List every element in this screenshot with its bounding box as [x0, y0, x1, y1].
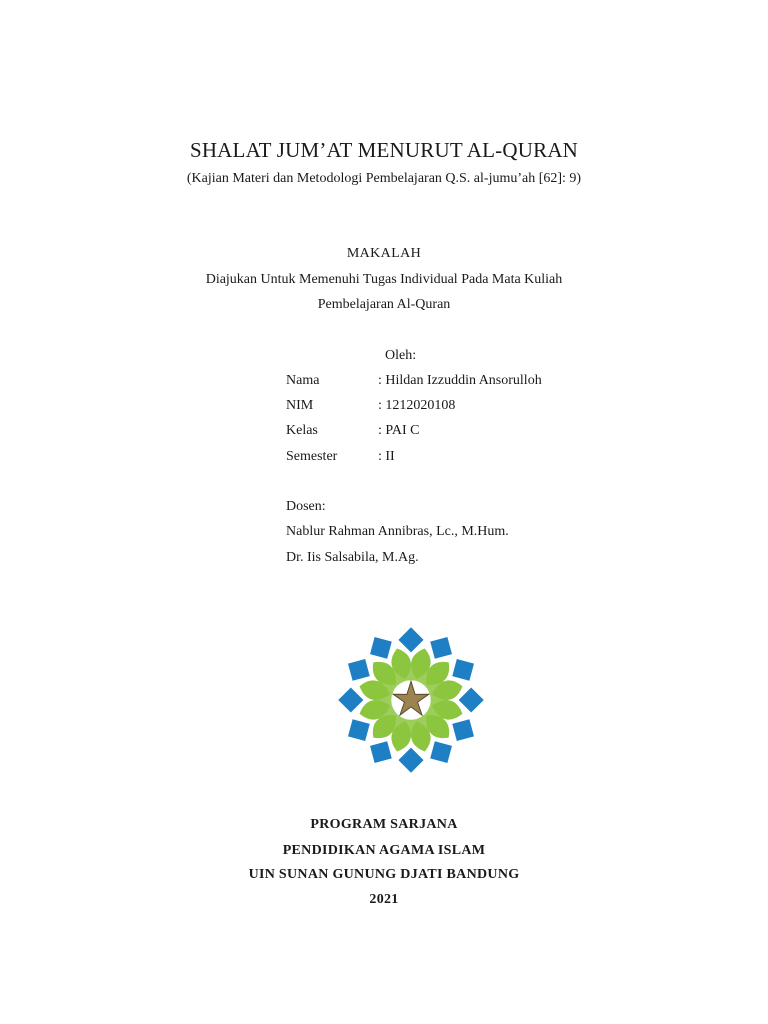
lecturer-2: Dr. Iis Salsabila, M.Ag.	[286, 550, 419, 565]
logo-blue-diamond	[348, 659, 370, 681]
logo-blue-diamond	[452, 659, 474, 681]
info-label: Kelas	[286, 423, 318, 438]
lecturer-label: Dosen:	[286, 499, 326, 514]
logo-blue-diamond	[370, 741, 392, 763]
info-label: Nama	[286, 373, 320, 388]
by-label: Oleh:	[385, 348, 417, 363]
university-label: UIN SUNAN GUNUNG DJATI BANDUNG	[248, 867, 520, 882]
logo-blue-diamond	[348, 719, 370, 741]
logo-blue-diamond	[398, 748, 423, 773]
program-label: PROGRAM SARJANA	[310, 817, 458, 832]
lecturer-1: Nablur Rahman Annibras, Lc., M.Hum.	[286, 524, 509, 539]
info-value: : II	[378, 449, 395, 464]
department-label: PENDIDIKAN AGAMA ISLAM	[282, 843, 486, 858]
logo-blue-diamond	[430, 741, 452, 763]
author-class-row	[286, 423, 420, 439]
logo-blue-diamond	[459, 687, 484, 712]
info-value: : Hildan Izzuddin Ansorulloh	[378, 373, 542, 388]
document-type-label: MAKALAH	[346, 246, 422, 261]
info-value: : PAI C	[378, 423, 420, 438]
info-value: : 1212020108	[378, 398, 456, 413]
logo-blue-diamond	[338, 687, 363, 712]
author-semester-row	[286, 449, 395, 465]
logo-blue-diamond	[430, 637, 452, 659]
info-label: Semester	[286, 449, 338, 464]
logo-blue-diamond	[370, 637, 392, 659]
logo-blue-diamond	[452, 719, 474, 741]
document-subtitle: (Kajian Materi dan Metodologi Pembelajaran Q.S. al-jumu’ah [62]: 9)	[186, 171, 582, 186]
document-title: SHALAT JUM’AT MENURUT AL-QURAN	[189, 138, 579, 162]
author-nim-row	[286, 398, 455, 414]
info-label: NIM	[286, 398, 314, 413]
author-name-row	[286, 373, 542, 389]
purpose-line-2: Pembelajaran Al-Quran	[317, 297, 451, 312]
uin-star-flower-logo-icon	[332, 626, 490, 774]
logo-blue-diamond	[398, 627, 423, 652]
year-label: 2021	[369, 892, 399, 907]
purpose-line-1: Diajukan Untuk Memenuhi Tugas Individual Pada Mata Kuliah	[205, 272, 563, 287]
